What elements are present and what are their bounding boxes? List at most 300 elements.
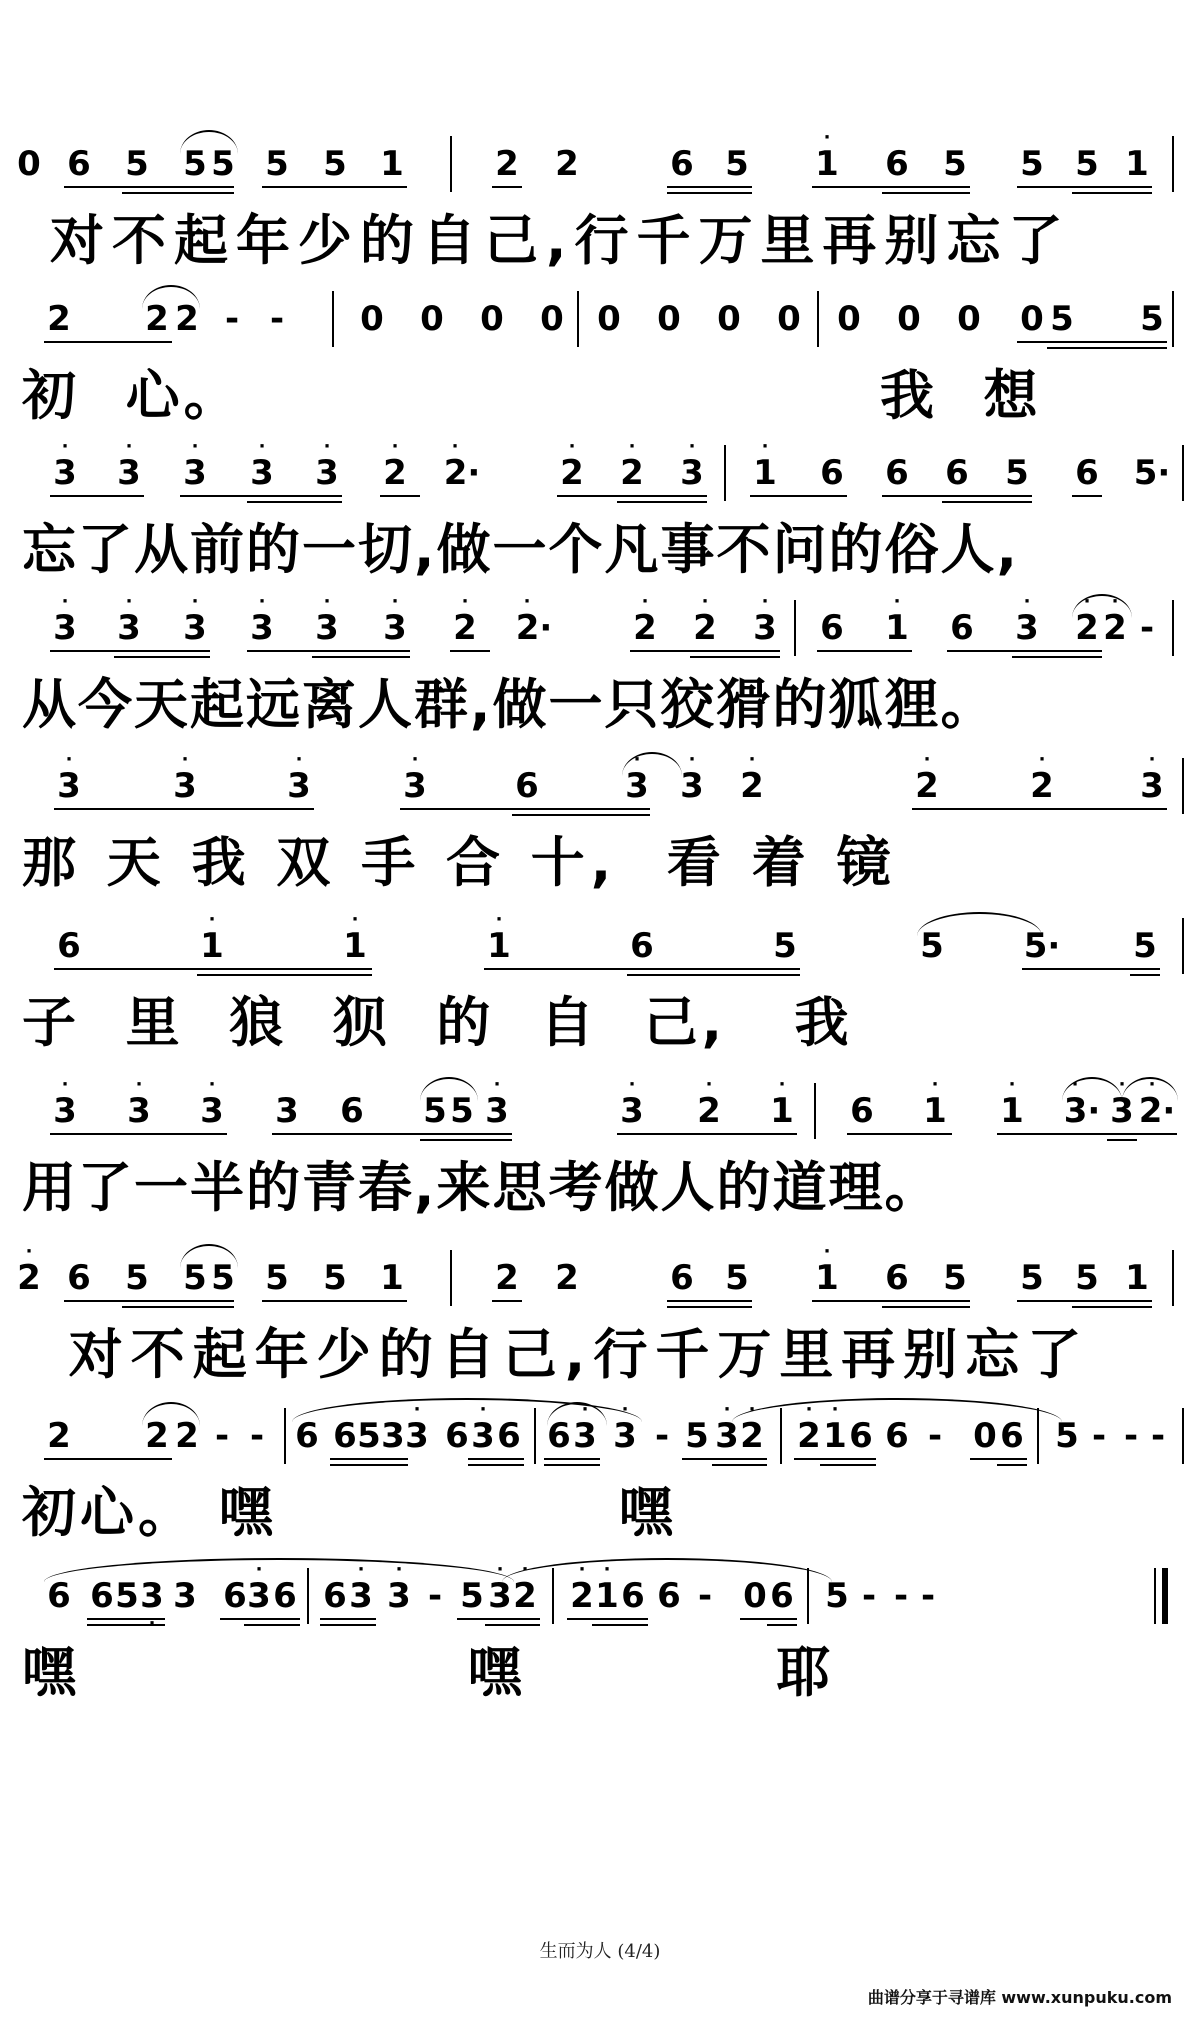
beam [667,192,752,194]
note: 2· [443,453,481,493]
beam [970,1458,1027,1460]
score-system-9 [22,1400,1178,1550]
note: 6 [885,453,909,493]
note: 5 [183,1258,207,1298]
beam [122,1306,234,1308]
notation-line-2 [22,283,1178,353]
note: 1 [885,608,909,648]
note: - [1091,1416,1107,1456]
note: 0 [777,299,801,339]
note: 5 [460,1576,484,1616]
octave-dot: · [125,591,133,612]
note: 6 [820,453,844,493]
octave-dot: · [461,591,469,612]
octave-dot: · [688,436,696,457]
notation-line-9 [22,1400,1178,1470]
octave-dot: · [295,749,303,770]
note: 3 [613,1416,637,1456]
note: 2· [515,608,553,648]
note: - [427,1576,443,1616]
notation-line-5 [22,750,1178,820]
octave-dot: · [778,1074,786,1095]
beam [485,1624,540,1626]
beam [1130,974,1160,976]
lyrics-line-7: 用了一半的青春,来思考做人的道理。 [22,1156,941,1219]
note: 5 [725,144,749,184]
note: 6 [515,766,539,806]
beam [1017,341,1167,343]
octave-dot: · [688,749,696,770]
note: 5 [1055,1416,1079,1456]
note: 3 [250,453,274,493]
note: 2 [495,144,519,184]
note: 2 [47,299,71,339]
beam [114,656,210,658]
notation-line-1 [17,127,1178,198]
octave-dot: · [479,1399,487,1420]
beam [457,1618,540,1620]
note: 3· [1063,1091,1101,1131]
beam [882,192,970,194]
lyrics-line-10: 嘿 嘿 耶 [22,1641,835,1704]
beam [630,650,780,652]
note: 3 [127,1091,151,1131]
bar-line-final-thin [1154,1568,1156,1624]
note: 5 [125,144,149,184]
note: 2 [555,144,579,184]
notation-line-3 [22,437,1178,507]
note: 3 [485,1091,509,1131]
beam [220,1618,300,1620]
beam [942,501,1032,503]
octave-dot: · [893,591,901,612]
note: 2 [915,766,939,806]
bar-line [1172,1250,1174,1306]
note: 6 [223,1576,247,1616]
score-system-2 [22,283,1178,433]
beam [320,1618,376,1620]
beam [492,186,522,188]
note: 1 [343,926,367,966]
beam [750,495,847,497]
note: - [224,299,240,339]
note: 3 [173,1576,197,1616]
note: 5 [183,144,207,184]
beam [320,1624,376,1626]
note: 3 [403,766,427,806]
bar-line [1172,291,1174,347]
note: 6 [950,608,974,648]
octave-dot: · [391,436,399,457]
beam [1107,1139,1137,1141]
beam [567,1618,648,1620]
beam [180,495,342,497]
note: 6 [670,144,694,184]
note: 5 [773,926,797,966]
beam [544,1464,600,1466]
beam [617,501,707,503]
note: 2 [570,1576,594,1616]
note: 3 [573,1416,597,1456]
note: 3 [625,766,649,806]
beam [1012,656,1102,658]
beam [740,1618,797,1620]
note: - [249,1416,265,1456]
note: - [1139,608,1155,648]
note: 6 [333,1416,357,1456]
note: 2 [740,1416,764,1456]
octave-dot: · [451,436,459,457]
note: 6 [657,1576,681,1616]
beam [262,186,407,188]
octave-dot: · [135,1074,143,1095]
note: 2 [1075,608,1099,648]
note: 1 [923,1091,947,1131]
octave-dot: · [411,749,419,770]
note: 3 [1110,1091,1134,1131]
note: 2 [697,1091,721,1131]
octave-dot: · [761,436,769,457]
note: 5 [685,1416,709,1456]
score-system-6 [22,910,1178,1060]
note: 6 [323,1576,347,1616]
note: 3 [680,766,704,806]
beam [1072,1306,1152,1308]
note: 2 [1103,608,1127,648]
octave-dot: · [191,591,199,612]
beam [380,495,420,497]
tie-slur [142,1402,200,1426]
note: 6 [445,1416,469,1456]
note: 5 [1075,1258,1099,1298]
note: 3 [715,1416,739,1456]
beam [820,1464,876,1466]
beam [512,814,650,816]
lyrics-line-8: 对不起年少的自己,行千万里再别忘了 [42,1323,1090,1386]
beam [44,341,172,343]
note: 6 [340,1091,364,1131]
note: 5 [211,1258,235,1298]
note: 3 [183,608,207,648]
note: - [927,1416,943,1456]
octave-dot: · [61,436,69,457]
note: 3 [287,766,311,806]
beam [262,1300,407,1302]
octave-dot: · [823,1241,831,1262]
beam [468,1464,524,1466]
octave-dot: · [1118,1074,1126,1095]
beam [468,1458,524,1460]
octave-dot: · [641,591,649,612]
note: 5· [1133,453,1171,493]
note: 1 [770,1091,794,1131]
octave-dot: · [1023,591,1031,612]
tie-slur [917,912,1042,936]
bar-line [1182,1408,1184,1464]
note: 0 [973,1416,997,1456]
lyrics-line-5: 那 天 我 双 手 合 十, 看 着 镜 [22,831,897,894]
note: 3 [315,453,339,493]
note: 6 [621,1576,645,1616]
octave-dot: · [633,749,641,770]
octave-dot: · [357,1559,365,1580]
note: 3 [381,1416,405,1456]
beam [1072,495,1102,497]
octave-dot: · [1148,1074,1156,1095]
bar-line [814,1083,816,1139]
tie-slur [502,1558,832,1582]
octave-dot: · [521,1559,529,1580]
bar-line [284,1408,286,1464]
note: 5 [1020,1258,1044,1298]
note: 6 [885,144,909,184]
beam [627,974,800,976]
note: 3 [753,608,777,648]
octave-dot: · [1111,591,1119,612]
note: 5 [725,1258,749,1298]
note: 1 [815,1258,839,1298]
beam [247,501,342,503]
note: 3 [275,1091,299,1131]
bar-line [724,445,726,501]
note: 1 [815,144,839,184]
note: 6 [849,1416,873,1456]
note: 6 [945,453,969,493]
bar-line [450,136,452,192]
beam [1047,347,1167,349]
beam [244,1624,300,1626]
beam [1022,968,1160,970]
note: 6 [67,144,91,184]
octave-dot: · [351,909,359,930]
bar-line [1182,918,1184,974]
note: 5· [1023,926,1061,966]
note: 6 [885,1416,909,1456]
note: 3 [57,766,81,806]
bar-line [794,600,796,656]
octave-dot: · [25,1241,33,1262]
lyrics-line-4: 从今天起远离人群,做一只狡猾的狐狸。 [22,673,997,736]
note: 5 [1133,926,1157,966]
note: 3 [349,1576,373,1616]
beam [64,1300,234,1302]
lyrics-line-3: 忘了从前的一切,做一个凡事不问的俗人, [22,518,1020,581]
note: 5 [125,1258,149,1298]
note: 3 [1015,608,1039,648]
note: 6 [885,1258,909,1298]
octave-dot: · [723,1399,731,1420]
note: 5 [450,1091,474,1131]
octave-dot: · [923,749,931,770]
beam [997,1133,1177,1135]
octave-dot: · [603,1559,611,1580]
notation-line-6 [22,910,1178,980]
note: 2 [453,608,477,648]
note: 0 [480,299,504,339]
octave-dot: · [1071,1074,1079,1095]
note: 3 [488,1576,512,1616]
octave-dot: · [621,1399,629,1420]
note: 1 [1125,144,1149,184]
octave-dot: · [581,1399,589,1420]
beam [492,1300,522,1302]
note: 0 [17,144,41,184]
note: 0 [837,299,861,339]
octave-dot: · [323,591,331,612]
page-title: 生而为人 (4/4) [539,1941,661,1962]
beam [484,968,800,970]
beam [812,1300,970,1302]
octave-dot: · [578,1559,586,1580]
note: 5 [943,144,967,184]
note: 0 [597,299,621,339]
beam [1017,1300,1152,1302]
note: 2 [513,1576,537,1616]
beam [420,1139,512,1141]
note: 0 [743,1576,767,1616]
note: - [697,1576,713,1616]
octave-dot: · [65,749,73,770]
note: 5 [920,926,944,966]
octave-dot: · [628,1074,636,1095]
beam [87,1618,165,1620]
beam [247,650,410,652]
octave-dot: · [495,909,503,930]
octave-dot: · [805,1399,813,1420]
note: 5 [1140,299,1164,339]
beam [812,186,970,188]
beam [54,808,314,810]
bar-line [577,291,579,347]
lyrics-line-9: 初心。 嘿 嘿 [22,1481,677,1544]
octave-dot: · [255,1559,263,1580]
note: 0 [540,299,564,339]
beam [592,1624,648,1626]
note: 6 [1000,1416,1024,1456]
bar-line [332,291,334,347]
note: 2 [633,608,657,648]
note: 5 [1050,299,1074,339]
note: 5 [265,1258,289,1298]
octave-dot: · [705,1074,713,1095]
note: 6 [47,1576,71,1616]
beam [817,650,912,652]
tie-slur [180,1244,238,1268]
beam [54,968,372,970]
note: 6 [820,608,844,648]
bar-line [1172,136,1174,192]
notation-line-7 [22,1075,1178,1145]
beam [847,1133,952,1135]
beam [400,808,650,810]
note: 3 [471,1416,495,1456]
octave-dot: · [395,1559,403,1580]
beam [767,1624,797,1626]
note: 0 [1020,299,1044,339]
beam [882,495,1032,497]
note: 3 [247,1576,271,1616]
note: 5 [323,144,347,184]
octave-dot: · [61,1074,69,1095]
bar-line [1172,600,1174,656]
lyrics-line-6: 子 里 狼 狈 的 自 己, 我 [22,991,853,1054]
octave-dot: · [761,591,769,612]
note: 6 [67,1258,91,1298]
note: 3 [53,453,77,493]
octave-dot: · [391,591,399,612]
note: 5 [357,1416,381,1456]
octave-dot: · [208,909,216,930]
note: 5 [825,1576,849,1616]
note: - [1150,1416,1166,1456]
score-system-7 [22,1075,1178,1225]
beam [947,650,1102,652]
note: 6 [90,1576,114,1616]
note: 1 [595,1576,619,1616]
note: 2 [797,1416,821,1456]
note: 1 [753,453,777,493]
octave-dot: · [748,749,756,770]
octave-dot: · [493,1074,501,1095]
note: 2 [560,453,584,493]
bar-line [1182,445,1184,501]
octave-dot: · [831,1399,839,1420]
note: 3 [315,608,339,648]
beam [122,192,234,194]
octave-dot: · [748,1399,756,1420]
note: 0 [897,299,921,339]
note: 1 [1125,1258,1149,1298]
note: 6 [547,1416,571,1456]
note: 0 [657,299,681,339]
note: - [654,1416,670,1456]
beam [272,1133,512,1135]
bar-line [807,1568,809,1624]
note: 3 [140,1576,164,1616]
note: 5 [211,144,235,184]
note: 0 [360,299,384,339]
beam [50,650,210,652]
note: - [214,1416,230,1456]
beam [44,1458,172,1460]
lyrics-line-2: 初 心。 我 想 [22,364,1042,427]
note: 3 [1140,766,1164,806]
note: 5 [1005,453,1029,493]
note: 3 [383,608,407,648]
note: 1 [823,1416,847,1456]
note: 6 [295,1416,319,1456]
note: 5 [115,1576,139,1616]
note: 3 [53,608,77,648]
octave-dot: · [701,591,709,612]
notation-line-8 [17,1241,1178,1312]
note: 2 [175,299,199,339]
note: 6 [850,1091,874,1131]
notation-line-10 [22,1560,1178,1630]
score-system-5 [22,750,1178,900]
tie-slur [142,285,200,309]
octave-dot: · [1038,749,1046,770]
octave-dot: · [125,436,133,457]
beam [712,1464,767,1466]
note: 1 [380,144,404,184]
note: 2 [693,608,717,648]
note: 6 [630,926,654,966]
note: - [269,299,285,339]
beam [682,1458,767,1460]
note: 2 [1030,766,1054,806]
note: 3 [117,608,141,648]
